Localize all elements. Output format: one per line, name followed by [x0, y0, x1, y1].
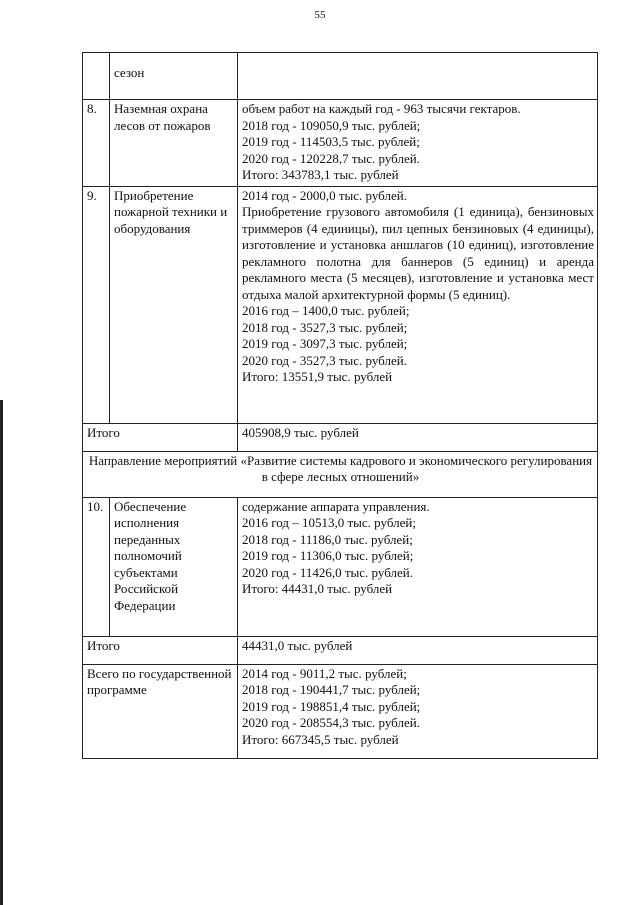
table-row	[83, 186, 598, 423]
grand-total-details: 2014 год - 9011,2 тыс. рублей; 2018 год - 190441,7 тыс. рублей; 2019 год - 198851,4 тыс. рублей; 2020 год - 208554,3 тыс. рублей. Итого: 667345,5 тыс. рублей	[238, 664, 598, 758]
table-row	[83, 100, 598, 187]
subtotal-label: Итого	[83, 636, 238, 664]
measure-name: Приобретение пожарной техники и оборудования	[110, 186, 238, 423]
subtotal-label: Итого	[83, 423, 238, 451]
row-number: 9.	[83, 186, 110, 423]
scan-edge	[0, 400, 3, 905]
cell-season: сезон	[110, 53, 238, 100]
page-number: 55	[314, 9, 326, 21]
table-row	[83, 423, 598, 451]
row-number: 8.	[83, 100, 110, 187]
table-row	[83, 497, 598, 636]
subtotal-value: 44431,0 тыс. рублей	[238, 636, 598, 664]
table-row	[83, 636, 598, 664]
measure-details: объем работ на каждый год - 963 тысячи гектаров. 2018 год - 109050,9 тыс. рублей; 2019 год - 114503,5 тыс. рублей; 2020 год - 120228,7 тыс. рублей. Итого: 343783,1 тыс. рублей	[238, 100, 598, 187]
table-row	[83, 664, 598, 758]
measure-name: Наземная охрана лесов от пожаров	[110, 100, 238, 187]
table-row	[83, 451, 598, 497]
subtotal-value: 405908,9 тыс. рублей	[238, 423, 598, 451]
measure-name: Обеспечение исполнения переданных полномочий субъектами Российской Федерации	[110, 497, 238, 636]
table-row	[83, 53, 598, 100]
program-table	[82, 52, 598, 759]
measure-details: 2014 год - 2000,0 тыс. рублей. Приобретение грузового автомобиля (1 единица), бензиновых триммеров (4 единицы), пил цепных бензиновых (4 единицы), изготовление и установка аншлагов (10 единиц), изготовление рекламного полотна для баннеров (5 единиц) и аренда рекламного места (5 месяцев), изготовление и установка мест отдыха малой архитектурной формы (5 единиц). 2016 год – 1400,0 тыс. рублей; 2018 год - 3527,3 тыс. рублей; 2019 год - 3097,3 тыс. рублей; 2020 год - 3527,3 тыс. рублей. Итого: 13551,9 тыс. рублей	[238, 186, 598, 423]
row-number: 10.	[83, 497, 110, 636]
section-heading: Направление мероприятий «Развитие системы кадрового и экономического регулирования в сфере лесных отношений»	[83, 451, 598, 497]
grand-total-label: Всего по государственной программе	[83, 664, 238, 758]
measure-details: содержание аппарата управления. 2016 год – 10513,0 тыс. рублей; 2018 год - 11186,0 тыс. рублей; 2019 год - 11306,0 тыс. рублей; 2020 год - 11426,0 тыс. рублей. Итого: 44431,0 тыс. рублей	[238, 497, 598, 636]
